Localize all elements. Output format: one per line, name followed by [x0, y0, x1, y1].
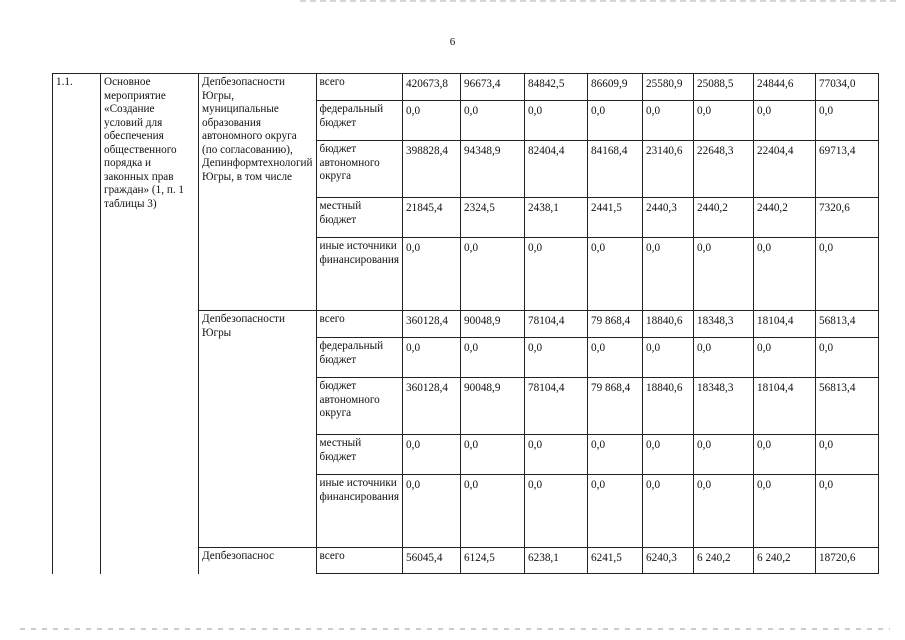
amount-cell: 0,0: [754, 101, 816, 141]
amount-cell: 77034,0: [816, 74, 879, 101]
amount-cell: 0,0: [816, 475, 879, 548]
amount-cell: 6124,5: [461, 548, 525, 574]
amount-cell: 360128,4: [403, 311, 461, 338]
amount-cell: 2441,5: [588, 198, 643, 238]
amount-cell: 2440,2: [694, 198, 754, 238]
amount-cell: 82404,4: [525, 141, 588, 198]
funding-source-cell: всего: [316, 74, 403, 101]
amount-cell: 25088,5: [694, 74, 754, 101]
scan-artifact-bottom: [20, 628, 890, 630]
amount-cell: 0,0: [643, 238, 694, 311]
amount-cell: 79 868,4: [588, 378, 643, 435]
amount-cell: 18720,6: [816, 548, 879, 574]
executor-cell: Депбезопасности Югры, муниципальные образования автономного округа (по согласованию), Депинформтехнологий Югры, в том числе: [199, 74, 317, 311]
measure-cell: Основное мероприятие «Создание условий для обеспечения общественного порядка и законных прав граждан» (1, п. 1 таблицы 3): [101, 74, 199, 574]
amount-cell: 0,0: [525, 338, 588, 378]
amount-cell: 0,0: [816, 238, 879, 311]
amount-cell: 94348,9: [461, 141, 525, 198]
funding-source-cell: местный бюджет: [316, 198, 403, 238]
executor-cell: Депбезопаснос: [199, 548, 317, 574]
amount-cell: 0,0: [403, 475, 461, 548]
funding-source-cell: бюджет автономного округа: [316, 141, 403, 198]
amount-cell: 56813,4: [816, 378, 879, 435]
amount-cell: 2440,2: [754, 198, 816, 238]
amount-cell: 0,0: [525, 475, 588, 548]
amount-cell: 0,0: [525, 435, 588, 475]
amount-cell: 0,0: [754, 435, 816, 475]
amount-cell: 86609,9: [588, 74, 643, 101]
amount-cell: 18104,4: [754, 378, 816, 435]
amount-cell: 24844,6: [754, 74, 816, 101]
amount-cell: 0,0: [588, 238, 643, 311]
amount-cell: 18348,3: [694, 378, 754, 435]
amount-cell: 0,0: [461, 338, 525, 378]
amount-cell: 6 240,2: [754, 548, 816, 574]
funding-source-cell: всего: [316, 548, 403, 574]
amount-cell: 56813,4: [816, 311, 879, 338]
amount-cell: 0,0: [461, 101, 525, 141]
funding-source-cell: иные источники финансирования: [316, 238, 403, 311]
amount-cell: 90048,9: [461, 311, 525, 338]
amount-cell: 0,0: [403, 338, 461, 378]
amount-cell: 2440,3: [643, 198, 694, 238]
amount-cell: 0,0: [525, 101, 588, 141]
amount-cell: 6241,5: [588, 548, 643, 574]
amount-cell: 79 868,4: [588, 311, 643, 338]
amount-cell: 2438,1: [525, 198, 588, 238]
amount-cell: 18104,4: [754, 311, 816, 338]
amount-cell: 0,0: [403, 435, 461, 475]
amount-cell: 0,0: [643, 475, 694, 548]
amount-cell: 69713,4: [816, 141, 879, 198]
funding-table: [52, 73, 879, 574]
table-row: [53, 74, 879, 101]
amount-cell: 0,0: [816, 338, 879, 378]
amount-cell: 2324,5: [461, 198, 525, 238]
amount-cell: 84842,5: [525, 74, 588, 101]
amount-cell: 0,0: [588, 435, 643, 475]
amount-cell: 398828,4: [403, 141, 461, 198]
executor-cell: Депбезопасности Югры: [199, 311, 317, 548]
amount-cell: 7320,6: [816, 198, 879, 238]
amount-cell: 0,0: [754, 238, 816, 311]
amount-cell: 0,0: [643, 435, 694, 475]
funding-source-cell: иные источники финансирования: [316, 475, 403, 548]
amount-cell: 0,0: [754, 338, 816, 378]
funding-source-cell: всего: [316, 311, 403, 338]
amount-cell: 0,0: [694, 338, 754, 378]
amount-cell: 0,0: [694, 238, 754, 311]
amount-cell: 84168,4: [588, 141, 643, 198]
amount-cell: 21845,4: [403, 198, 461, 238]
amount-cell: 360128,4: [403, 378, 461, 435]
funding-source-cell: местный бюджет: [316, 435, 403, 475]
amount-cell: 0,0: [816, 101, 879, 141]
amount-cell: 0,0: [694, 101, 754, 141]
amount-cell: 0,0: [461, 238, 525, 311]
amount-cell: 18840,6: [643, 378, 694, 435]
scan-artifact-top: [300, 0, 900, 2]
amount-cell: 0,0: [694, 435, 754, 475]
funding-source-cell: бюджет автономного округа: [316, 378, 403, 435]
amount-cell: 0,0: [403, 238, 461, 311]
page-number: 6: [449, 36, 456, 48]
amount-cell: 23140,6: [643, 141, 694, 198]
amount-cell: 78104,4: [525, 311, 588, 338]
amount-cell: 78104,4: [525, 378, 588, 435]
amount-cell: 90048,9: [461, 378, 525, 435]
amount-cell: 0,0: [461, 435, 525, 475]
amount-cell: 0,0: [588, 101, 643, 141]
amount-cell: 56045,4: [403, 548, 461, 574]
amount-cell: 22648,3: [694, 141, 754, 198]
amount-cell: 6238,1: [525, 548, 588, 574]
amount-cell: 0,0: [461, 475, 525, 548]
funding-source-cell: федеральный бюджет: [316, 338, 403, 378]
amount-cell: 0,0: [754, 475, 816, 548]
amount-cell: 0,0: [588, 338, 643, 378]
amount-cell: 0,0: [816, 435, 879, 475]
amount-cell: 0,0: [643, 101, 694, 141]
funding-source-cell: федеральный бюджет: [316, 101, 403, 141]
amount-cell: 0,0: [643, 338, 694, 378]
amount-cell: 96673,4: [461, 74, 525, 101]
amount-cell: 22404,4: [754, 141, 816, 198]
amount-cell: 6 240,2: [694, 548, 754, 574]
amount-cell: 18348,3: [694, 311, 754, 338]
amount-cell: 6240,3: [643, 548, 694, 574]
amount-cell: 0,0: [588, 475, 643, 548]
amount-cell: 25580,9: [643, 74, 694, 101]
row-number-cell: 1.1.: [53, 74, 101, 574]
amount-cell: 0,0: [403, 101, 461, 141]
amount-cell: 0,0: [694, 475, 754, 548]
amount-cell: 18840,6: [643, 311, 694, 338]
amount-cell: 0,0: [525, 238, 588, 311]
amount-cell: 420673,8: [403, 74, 461, 101]
